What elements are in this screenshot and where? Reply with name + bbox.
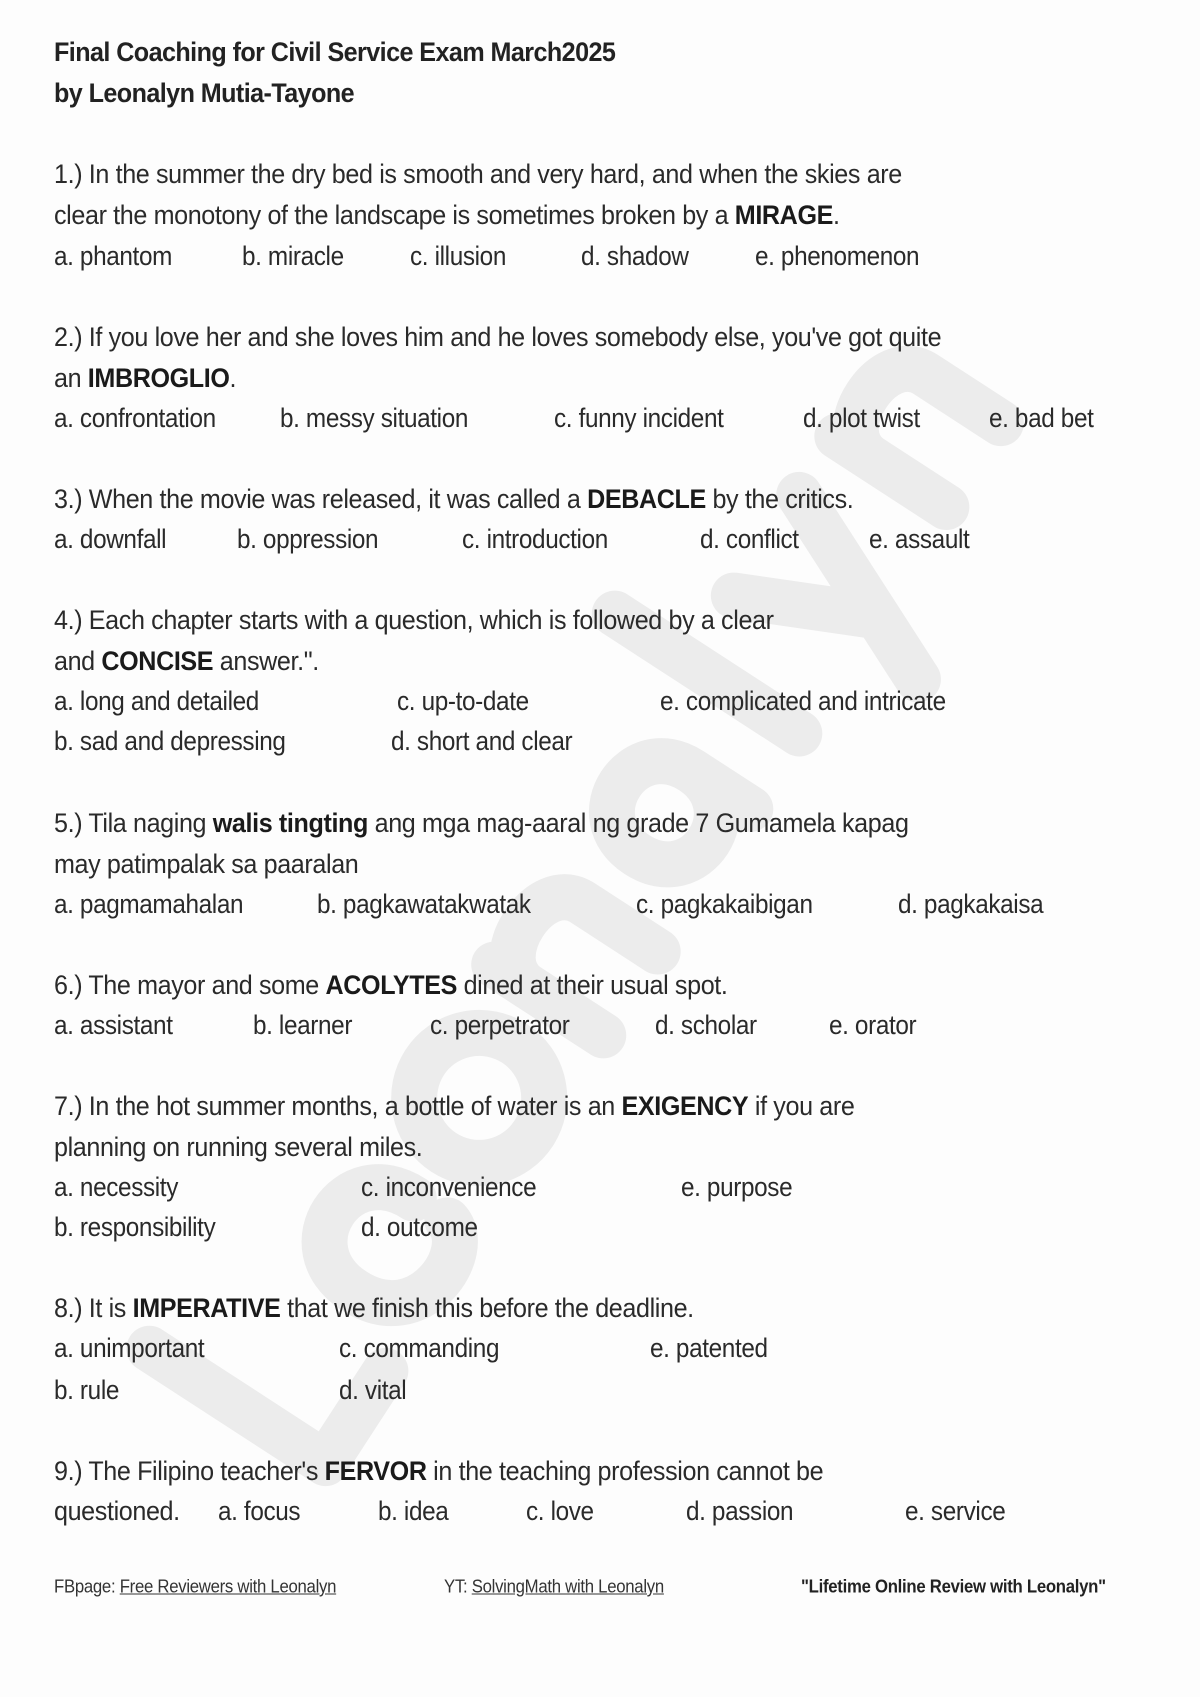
keyword: IMBROGLIO [87,363,230,393]
question-8-option: b. rule [54,1375,120,1405]
keyword: IMPERATIVE [132,1293,281,1323]
fbpage-link[interactable]: Free Reviewers with Leonalyn [119,1576,337,1597]
question-2-option: e. bad bet [989,403,1094,433]
question-1-text [54,198,840,232]
question-text-segment: if you are [748,1091,855,1121]
question-text-segment: may patimpalak sa paaralan [54,849,359,879]
question-text-segment: 3.) When the movie was released, it was called a [54,484,588,514]
question-6-option: d. scholar [655,1010,757,1040]
question-3-option: e. assault [869,524,970,554]
question-text-segment: 2.) If you love her and she loves him and he loves somebody else, you've got quite [54,322,942,352]
footer-fbpage [54,1577,336,1598]
question-8-option: a. unimportant [54,1333,205,1363]
question-5-option: a. pagmamahalan [54,889,244,919]
question-2-text [54,361,236,395]
question-7-text [54,1130,422,1164]
question-1-option: b. miracle [242,241,344,271]
keyword: EXIGENCY [621,1091,749,1121]
question-8-text [54,1291,694,1325]
document-title: Final Coaching for Civil Service Exam March2025 [54,37,616,67]
question-9-option: e. service [905,1496,1006,1526]
fbpage-label: FBpage: [54,1576,120,1597]
youtube-link[interactable]: SolvingMath with Leonalyn [471,1576,664,1597]
keyword: ACOLYTES [325,970,457,1000]
keyword: DEBACLE [587,484,706,514]
question-text-segment: planning on running several miles. [54,1132,423,1162]
question-text-segment: 6.) The mayor and some [54,970,326,1000]
question-4-option: e. complicated and intricate [660,686,946,716]
question-5-option: c. pagkakaibigan [636,889,813,919]
question-6-option: a. assistant [54,1010,173,1040]
question-4-option: d. short and clear [391,726,573,756]
question-2-option: a. confrontation [54,403,216,433]
question-3-option: c. introduction [462,524,608,554]
question-text-segment: 5.) Tila naging [54,808,213,838]
question-1-option: d. shadow [581,241,689,271]
question-5-option: d. pagkakaisa [898,889,1044,919]
question-1-option: e. phenomenon [755,241,920,271]
question-3-option: d. conflict [700,524,799,554]
question-6-text [54,968,728,1002]
question-text-segment: by the critics. [705,484,854,514]
question-1-text [54,157,902,191]
document-author: by Leonalyn Mutia-Tayone [54,78,355,108]
question-2-option: d. plot twist [803,403,920,433]
question-3-text [54,482,853,516]
question-3-option: a. downfall [54,524,167,554]
question-6-option: b. learner [253,1010,353,1040]
question-1-option: c. illusion [410,241,506,271]
question-4-option: a. long and detailed [54,686,259,716]
question-2-text [54,320,941,354]
footer-tagline: "Lifetime Online Review with Leonalyn" [801,1576,1106,1597]
question-9-option: a. focus [218,1496,301,1526]
question-5-text [54,806,909,840]
question-text-segment: dined at their usual spot. [456,970,728,1000]
question-9-option: d. passion [686,1496,794,1526]
question-4-text [54,603,774,637]
question-7-option: d. outcome [361,1212,478,1242]
keyword: FERVOR [324,1456,427,1486]
question-9-option: c. love [526,1496,594,1526]
question-text-segment: . [832,200,840,230]
question-text-segment: 4.) Each chapter starts with a question, which is followed by a clear [54,605,774,635]
keyword: CONCISE [101,646,214,676]
question-7-option: a. necessity [54,1172,179,1202]
question-text-segment: clear the monotony of the landscape is sometimes broken by a [54,200,735,230]
question-7-text [54,1089,854,1123]
question-text-segment: and [54,646,102,676]
question-3-option: b. oppression [237,524,379,554]
question-9-option: b. idea [378,1496,449,1526]
question-text-segment: 9.) The Filipino teacher's [54,1456,325,1486]
question-text-segment: an [54,363,88,393]
keyword: walis tingting [212,808,368,838]
question-4-text [54,644,319,678]
question-text-segment: answer.". [213,646,319,676]
question-6-option: c. perpetrator [430,1010,570,1040]
footer-youtube [444,1577,664,1598]
question-7-option: c. inconvenience [361,1172,537,1202]
question-text-segment: 1.) In the summer the dry bed is smooth and very hard, and when the skies are [54,159,902,189]
question-8-option: d. vital [339,1375,407,1405]
question-text-segment: 7.) In the hot summer months, a bottle of water is an [54,1091,622,1121]
question-text-segment: ang mga mag-aaral ng grade 7 Gumamela kapag [367,808,909,838]
keyword: MIRAGE [734,200,833,230]
youtube-label: YT: [444,1576,472,1597]
question-5-text [54,847,358,881]
question-7-option: e. purpose [681,1172,793,1202]
question-2-option: c. funny incident [554,403,724,433]
question-4-option: b. sad and depressing [54,726,286,756]
question-9-text [54,1454,823,1488]
question-4-option: c. up-to-date [397,686,529,716]
question-5-option: b. pagkawatakwatak [317,889,531,919]
question-1-option: a. phantom [54,241,172,271]
question-8-option: c. commanding [339,1333,500,1363]
question-9-text [54,1494,180,1528]
question-text-segment: . [229,363,237,393]
question-text-segment: that we finish this before the deadline. [280,1293,694,1323]
question-2-option: b. messy situation [280,403,469,433]
question-text-segment: 8.) It is [54,1293,133,1323]
question-6-option: e. orator [829,1010,917,1040]
question-7-option: b. responsibility [54,1212,216,1242]
question-8-option: e. patented [650,1333,768,1363]
question-text-segment: questioned. [54,1496,180,1526]
question-text-segment: in the teaching profession cannot be [426,1456,824,1486]
